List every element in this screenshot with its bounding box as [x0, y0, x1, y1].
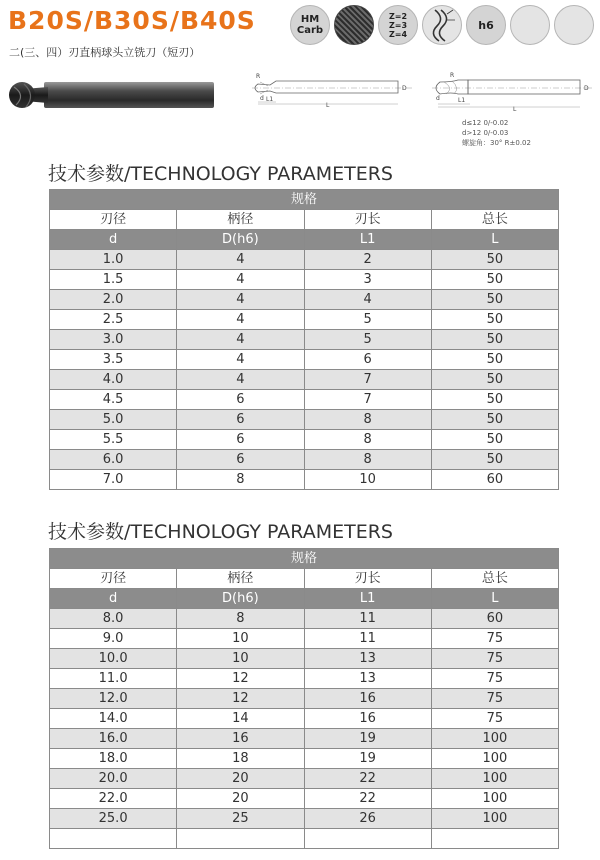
cell-shank-diameter: 4 — [177, 370, 304, 390]
tolerance-note: 螺旋角：30° R±0.02 — [462, 139, 531, 147]
cell-blade-length: 19 — [304, 749, 431, 769]
cell-blade-diameter: 14.0 — [50, 709, 177, 729]
cell-blade-length: 6 — [304, 350, 431, 370]
table-row — [50, 649, 559, 669]
table-row — [50, 330, 559, 350]
cell-shank-diameter: 6 — [177, 450, 304, 470]
cell-shank-diameter: 6 — [177, 410, 304, 430]
cell-total-length: 50 — [431, 450, 558, 470]
column-symbol-d: d — [50, 230, 177, 250]
drawing-l-label: L — [513, 106, 517, 113]
cell-blade-length: 10 — [304, 470, 431, 490]
parameters-table-1 — [49, 189, 559, 490]
cell-total-length: 100 — [431, 789, 558, 809]
cell-blade-length: 11 — [304, 609, 431, 629]
cell-shank-diameter: 12 — [177, 689, 304, 709]
cell-shank-diameter: 18 — [177, 749, 304, 769]
badge-flute-label: Z=2 Z=3 Z=4 — [388, 11, 408, 39]
column-name-blade-length: 刃长 — [304, 569, 431, 589]
cell-blade-diameter: 25.0 — [50, 809, 177, 829]
tool-drawing-left — [248, 70, 418, 110]
table-row — [50, 609, 559, 629]
cell-total-length: 50 — [431, 390, 558, 410]
cell-blade-length: 19 — [304, 729, 431, 749]
cell-blade-diameter: 2.0 — [50, 290, 177, 310]
cell-blade-length: 3 — [304, 270, 431, 290]
cell-total-length: 50 — [431, 370, 558, 390]
cell-total-length: 75 — [431, 629, 558, 649]
cell-shank-diameter: 14 — [177, 709, 304, 729]
cell-total-length: 100 — [431, 729, 558, 749]
cell-shank-diameter: 4 — [177, 250, 304, 270]
column-name-blade-length: 刃长 — [304, 210, 431, 230]
cell-blade-length: 2 — [304, 250, 431, 270]
column-name-total-length: 总长 — [431, 210, 558, 230]
parameters-table-2 — [49, 548, 559, 849]
drawing-r-label: R — [450, 72, 455, 79]
tolerance-note: d≤12 0/-0.02 — [462, 119, 509, 127]
cell-blade-diameter: 1.5 — [50, 270, 177, 290]
cell-blade-diameter: 4.0 — [50, 370, 177, 390]
table-row — [50, 270, 559, 290]
cell-blade-diameter: 7.0 — [50, 470, 177, 490]
cell-total-length: 50 — [431, 350, 558, 370]
tool-drawing-right — [428, 70, 598, 115]
cell-blade-length: 7 — [304, 390, 431, 410]
cell-blade-diameter: 16.0 — [50, 729, 177, 749]
tolerance-note: d>12 0/-0.03 — [462, 129, 509, 137]
column-symbol-D: D(h6) — [177, 589, 304, 609]
cell-shank-diameter: 16 — [177, 729, 304, 749]
flute-count-icon — [378, 5, 418, 45]
cell-blade-diameter: 10.0 — [50, 649, 177, 669]
spec-header: 规格 — [50, 549, 559, 569]
drawing-r-label: R — [256, 73, 261, 80]
table-row — [50, 410, 559, 430]
column-name-shank-diameter: 柄径 — [177, 569, 304, 589]
table-row — [50, 789, 559, 809]
cell-total-length — [431, 829, 558, 849]
cell-blade-diameter: 12.0 — [50, 689, 177, 709]
cell-blade-length: 5 — [304, 310, 431, 330]
cell-shank-diameter: 6 — [177, 390, 304, 410]
table-row — [50, 629, 559, 649]
cell-total-length: 75 — [431, 709, 558, 729]
cell-blade-length: 8 — [304, 430, 431, 450]
product-title: B20S/B30S/B40S — [8, 6, 256, 35]
cell-shank-diameter: 20 — [177, 769, 304, 789]
cell-blade-length: 26 — [304, 809, 431, 829]
column-symbol-L: L — [431, 230, 558, 250]
cell-blade-diameter: 6.0 — [50, 450, 177, 470]
cell-blade-length: 4 — [304, 290, 431, 310]
column-name-blade-diameter: 刃径 — [50, 210, 177, 230]
drawing-d-label: d — [436, 95, 440, 102]
cell-blade-length: 22 — [304, 789, 431, 809]
table-row — [50, 669, 559, 689]
table-row — [50, 390, 559, 410]
table-row — [50, 370, 559, 390]
cell-total-length: 60 — [431, 470, 558, 490]
table-row — [50, 450, 559, 470]
section-title: 技术参数/TECHNOLOGY PARAMETERS — [48, 521, 393, 543]
cell-blade-length: 16 — [304, 709, 431, 729]
cell-shank-diameter: 4 — [177, 290, 304, 310]
table-row — [50, 689, 559, 709]
cell-blade-diameter: 18.0 — [50, 749, 177, 769]
cell-blade-length: 22 — [304, 769, 431, 789]
column-symbol-d: d — [50, 589, 177, 609]
table-row — [50, 290, 559, 310]
badge-material-label: HM Carb — [296, 14, 324, 36]
cell-total-length: 50 — [431, 330, 558, 350]
cell-blade-diameter: 2.5 — [50, 310, 177, 330]
cell-total-length: 50 — [431, 270, 558, 290]
table-row — [50, 470, 559, 490]
drawing-d-label: d — [260, 95, 264, 102]
column-name-blade-diameter: 刃径 — [50, 569, 177, 589]
cell-blade-diameter: 3.0 — [50, 330, 177, 350]
shank-tolerance-icon — [466, 5, 506, 45]
cell-blade-diameter: 5.0 — [50, 410, 177, 430]
coating-texture-icon — [334, 5, 374, 45]
column-symbol-L: L — [431, 589, 558, 609]
cell-blade-length: 11 — [304, 629, 431, 649]
cell-blade-diameter: 22.0 — [50, 789, 177, 809]
blank-badge-icon — [510, 5, 550, 45]
table-row — [50, 749, 559, 769]
table-row — [50, 769, 559, 789]
section-title: 技术参数/TECHNOLOGY PARAMETERS — [48, 163, 393, 185]
helix-angle-icon — [422, 5, 462, 45]
cell-blade-diameter: 8.0 — [50, 609, 177, 629]
cell-total-length: 50 — [431, 410, 558, 430]
cell-total-length: 75 — [431, 689, 558, 709]
cell-total-length: 75 — [431, 669, 558, 689]
cell-total-length: 50 — [431, 250, 558, 270]
tolerance-notes — [462, 118, 531, 148]
cell-total-length: 50 — [431, 290, 558, 310]
spec-header: 规格 — [50, 190, 559, 210]
cell-shank-diameter: 10 — [177, 629, 304, 649]
column-symbol-L1: L1 — [304, 589, 431, 609]
cell-total-length: 100 — [431, 809, 558, 829]
cell-shank-diameter: 25 — [177, 809, 304, 829]
product-subtitle: 二(三、四）刃直柄球头立铣刀（短刃） — [9, 46, 201, 59]
cell-blade-diameter: 11.0 — [50, 669, 177, 689]
cell-blade-length: 13 — [304, 669, 431, 689]
cell-total-length: 50 — [431, 310, 558, 330]
table-row — [50, 729, 559, 749]
column-symbol-D: D(h6) — [177, 230, 304, 250]
table-row — [50, 250, 559, 270]
ball-end-mill-photo-icon — [6, 75, 216, 115]
column-name-shank-diameter: 柄径 — [177, 210, 304, 230]
cell-shank-diameter: 8 — [177, 470, 304, 490]
cell-blade-diameter: 1.0 — [50, 250, 177, 270]
cell-shank-diameter: 12 — [177, 669, 304, 689]
hm-carbide-material-icon — [290, 5, 330, 45]
cell-shank-diameter: 4 — [177, 310, 304, 330]
column-name-total-length: 总长 — [431, 569, 558, 589]
cell-blade-length: 8 — [304, 450, 431, 470]
table-row — [50, 709, 559, 729]
cell-total-length: 60 — [431, 609, 558, 629]
cell-shank-diameter: 6 — [177, 430, 304, 450]
table-row — [50, 350, 559, 370]
table-row — [50, 430, 559, 450]
cell-blade-length: 5 — [304, 330, 431, 350]
cell-total-length: 50 — [431, 430, 558, 450]
cell-blade-diameter: 20.0 — [50, 769, 177, 789]
cell-shank-diameter: 8 — [177, 609, 304, 629]
cell-total-length: 75 — [431, 649, 558, 669]
drawing-l-label: L — [326, 102, 330, 109]
cell-total-length: 100 — [431, 769, 558, 789]
cell-shank-diameter: 10 — [177, 649, 304, 669]
cell-blade-length: 8 — [304, 410, 431, 430]
cell-blade-length — [304, 829, 431, 849]
feature-badges — [290, 5, 594, 45]
cell-blade-length: 13 — [304, 649, 431, 669]
cell-blade-diameter: 3.5 — [50, 350, 177, 370]
cell-blade-diameter: 9.0 — [50, 629, 177, 649]
table-row — [50, 809, 559, 829]
blank-badge-icon — [554, 5, 594, 45]
cell-blade-diameter: 5.5 — [50, 430, 177, 450]
cell-total-length: 100 — [431, 749, 558, 769]
table-row — [50, 310, 559, 330]
drawing-l1-label: L1 — [266, 96, 274, 103]
cell-blade-length: 7 — [304, 370, 431, 390]
table-row — [50, 829, 559, 849]
cell-blade-length: 16 — [304, 689, 431, 709]
cell-blade-diameter — [50, 829, 177, 849]
column-symbol-L1: L1 — [304, 230, 431, 250]
cell-shank-diameter — [177, 829, 304, 849]
cell-blade-diameter: 4.5 — [50, 390, 177, 410]
cell-shank-diameter: 4 — [177, 270, 304, 290]
cell-shank-diameter: 4 — [177, 350, 304, 370]
cell-shank-diameter: 20 — [177, 789, 304, 809]
badge-tolerance-label: h6 — [478, 18, 494, 32]
drawing-shank-label: D — [584, 85, 589, 92]
drawing-l1-label: L1 — [458, 97, 466, 104]
cell-shank-diameter: 4 — [177, 330, 304, 350]
drawing-shank-label: D — [402, 85, 407, 92]
